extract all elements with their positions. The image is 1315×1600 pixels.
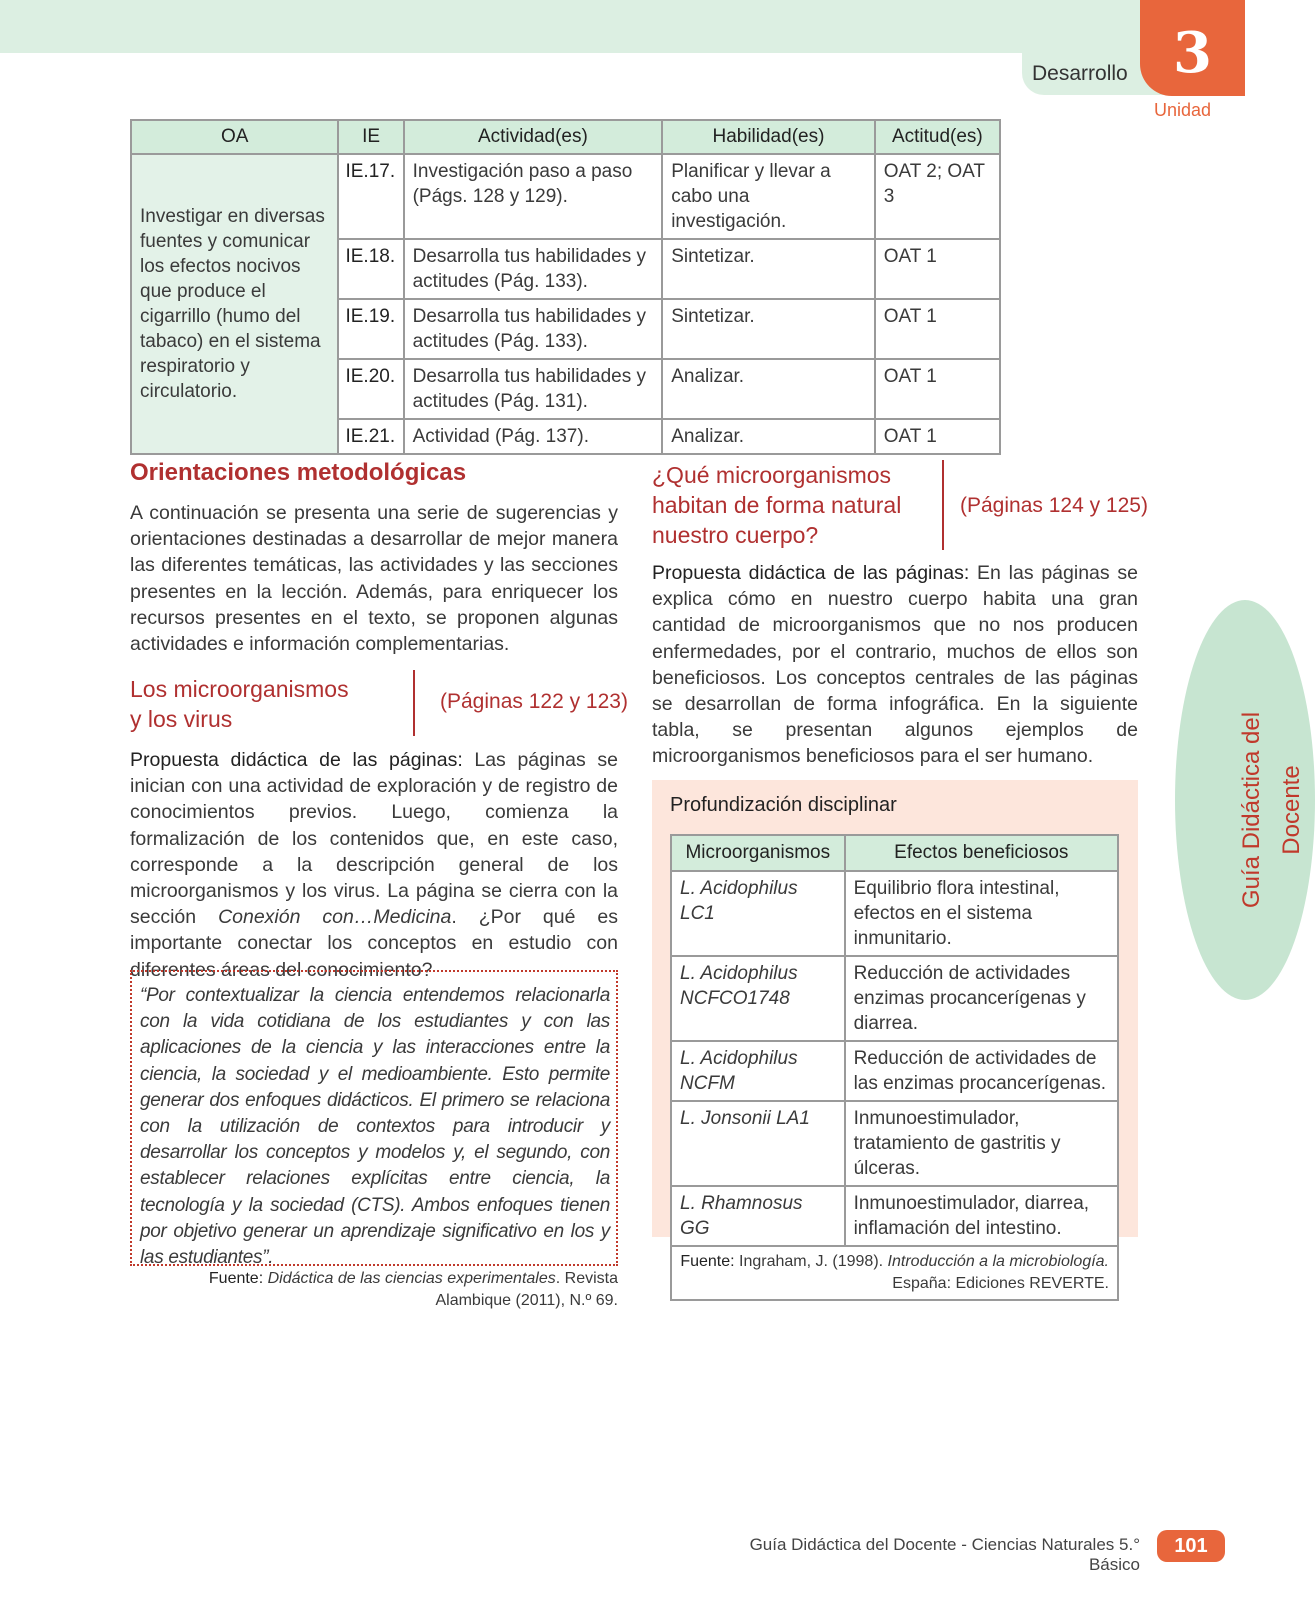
right-proposal-text: En las páginas se explica cómo en nuestro cuerpo habita una gran cantidad de microorganismos que no nos producen enfermedades, por el contrario, muchos de ellos son beneficiosos. Los conceptos centrales de las páginas se desarrollan de forma infográfica. En la siguiente tabla, se presentan algunos ejemplos de microorganismos beneficiosos para el ser humano. — [652, 562, 1138, 768]
quote-text: “Por contextualizar la ciencia entendemos relacionarla con la vida cotidiana de los estudiantes y con las aplicaciones de la ciencia y las interacciones entre la ciencia, la sociedad y el medioambiente. Esto permite generar dos enfoques didácticos. El primero se relaciona con la utilización de contextos para introducir y desarrollar los conceptos y modelos y, el segundo, con establecer relaciones explícitas entre ciencia, la tecnología y la sociedad (CTS). Ambos enfoques tienen por objetivo generar un aprendizaje significativo en los y las estudiantes”. — [140, 985, 610, 1269]
table-source-cell — [671, 1246, 1118, 1300]
actitud-cell: OAT 1 — [875, 359, 1000, 419]
side-tab-label: Guía Didáctica del Docente — [1238, 711, 1305, 909]
quote-source — [140, 1268, 618, 1312]
subheading-line-2: y los virus — [130, 706, 233, 732]
organism-cell: L. Acidophilus NCFM — [671, 1041, 845, 1101]
source-italic: Didáctica de las ciencias experimentales — [267, 1270, 556, 1287]
header-oa: OA — [131, 120, 338, 154]
actitud-cell: OAT 1 — [875, 419, 1000, 454]
page-number: 101 — [1157, 1530, 1225, 1562]
actitud-cell: OAT 1 — [875, 299, 1000, 359]
habilidad-cell: Sintetizar. — [662, 239, 874, 299]
actividad-cell: Desarrolla tus habilidades y actitudes (Pág. 131). — [404, 359, 663, 419]
header-ie: IE — [338, 120, 403, 154]
actitud-cell: OAT 1 — [875, 239, 1000, 299]
organism-cell: L. Acidophilus LC1 — [671, 871, 845, 956]
right-pages-reference: (Páginas 124 y 125) — [960, 494, 1148, 517]
actividad-cell: Desarrolla tus habilidades y actitudes (Pág. 133). — [404, 299, 663, 359]
divider-bar — [413, 670, 415, 736]
proposal-paragraph — [130, 747, 618, 983]
proposal-italic: Conexión con…Medicina — [218, 906, 452, 929]
right-proposal-paragraph — [652, 560, 1138, 770]
header-efectos: Efectos beneficiosos — [845, 835, 1118, 871]
header-actitud: Actitud(es) — [875, 120, 1000, 154]
unit-number: 3 — [1140, 0, 1245, 96]
subheading-line-1: Los microorganismos — [130, 676, 349, 702]
habilidad-cell: Analizar. — [662, 419, 874, 454]
organism-cell: L. Jonsonii LA1 — [671, 1101, 845, 1186]
section-tab: Desarrollo — [1022, 53, 1182, 95]
right-proposal-label: Propuesta didáctica de las páginas: — [652, 562, 970, 584]
table-row — [671, 1101, 1118, 1186]
ie-cell: IE.17. — [338, 154, 403, 239]
table-source-italic: Introducción a la microbiología. — [887, 1253, 1109, 1270]
table-row — [671, 871, 1118, 956]
header-actividad: Actividad(es) — [404, 120, 663, 154]
actividad-cell: Investigación paso a paso (Págs. 128 y 129). — [404, 154, 663, 239]
effect-cell: Reducción de actividades enzimas procancerígenas y diarrea. — [845, 956, 1118, 1041]
effect-cell: Equilibrio flora intestinal, efectos en el sistema inmunitario. — [845, 871, 1118, 956]
table-source-row — [671, 1246, 1118, 1300]
table-row — [671, 956, 1118, 1041]
ie-cell: IE.19. — [338, 299, 403, 359]
source-rest: . Revista Alambique (2011), N.º 69. — [435, 1270, 618, 1309]
ie-cell: IE.18. — [338, 239, 403, 299]
organism-cell: L. Rhamnosus GG — [671, 1186, 845, 1246]
actividad-cell: Actividad (Pág. 137). — [404, 419, 663, 454]
table-row — [671, 1041, 1118, 1101]
oa-table — [130, 119, 1001, 455]
table-header-row — [131, 120, 1000, 154]
pages-reference: (Páginas 122 y 123) — [440, 690, 628, 713]
intro-paragraph: A continuación se presenta una serie de sugerencias y orientaciones destinadas a desarrollar de mejor manera las diferentes temáticas, las actividades y las secciones presentes en la lección. Además, para enriquecer los recursos presentes en el texto, se proponen algunas actividades e información complementarias. — [130, 502, 618, 656]
microorganism-table — [670, 834, 1119, 1301]
proposal-label: Propuesta didáctica de las páginas: — [130, 749, 463, 771]
footer-text: Guía Didáctica del Docente - Ciencias Naturales 5.° Básico — [749, 1535, 1140, 1574]
table-source-label: Fuente: — [680, 1253, 735, 1270]
header-microorganismos: Microorganismos — [671, 835, 845, 871]
right-subheading-line-2: habitan de forma natural — [652, 492, 902, 518]
proposal-text-2: . ¿Por qué es importante conectar los conceptos en estudio con diferentes áreas del conocimiento? — [130, 906, 618, 981]
table-row — [671, 1186, 1118, 1246]
deepening-title: Profundización disciplinar — [670, 794, 897, 816]
actitud-cell: OAT 2; OAT 3 — [875, 154, 1000, 239]
habilidad-cell: Planificar y llevar a cabo una investigación. — [662, 154, 874, 239]
oa-cell: Investigar en diversas fuentes y comunicar los efectos nocivos que produce el cigarrillo (humo del tabaco) en el sistema respiratorio y circulatorio. — [131, 154, 338, 454]
table-row — [131, 154, 1000, 239]
effect-cell: Reducción de actividades de las enzimas procancerígenas. — [845, 1041, 1118, 1101]
effect-cell: Inmunoestimulador, diarrea, inflamación del intestino. — [845, 1186, 1118, 1246]
habilidad-cell: Sintetizar. — [662, 299, 874, 359]
unit-label: Unidad — [1153, 100, 1212, 120]
table-source-text: Ingraham, J. (1998). — [734, 1253, 888, 1270]
right-divider-bar — [942, 460, 944, 550]
source-label: Fuente: — [208, 1270, 264, 1287]
organism-cell: L. Acidophilus NCFCO1748 — [671, 956, 845, 1041]
section-heading: Orientaciones metodológicas — [130, 459, 467, 486]
ie-cell: IE.21. — [338, 419, 403, 454]
habilidad-cell: Analizar. — [662, 359, 874, 419]
header-habilidad: Habilidad(es) — [662, 120, 874, 154]
top-band — [0, 0, 1245, 53]
effect-cell: Inmunoestimulador, tratamiento de gastritis y úlceras. — [845, 1101, 1118, 1186]
proposal-text-1: Las páginas se inician con una actividad de exploración y de registro de conocimientos previos. Luego, comienza la formalización de los contenidos que, en este caso, corresponde a la descripción general de los microorganismos y los virus. La página se cierra con la sección — [130, 749, 618, 929]
right-subheading-line-1: ¿Qué microorganismos — [652, 462, 892, 488]
ie-cell: IE.20. — [338, 359, 403, 419]
table-source-line2: España: Ediciones REVERTE. — [892, 1275, 1109, 1292]
right-subheading-line-3: nuestro cuerpo? — [652, 522, 819, 548]
table-header-row — [671, 835, 1118, 871]
actividad-cell: Desarrolla tus habilidades y actitudes (Pág. 133). — [404, 239, 663, 299]
